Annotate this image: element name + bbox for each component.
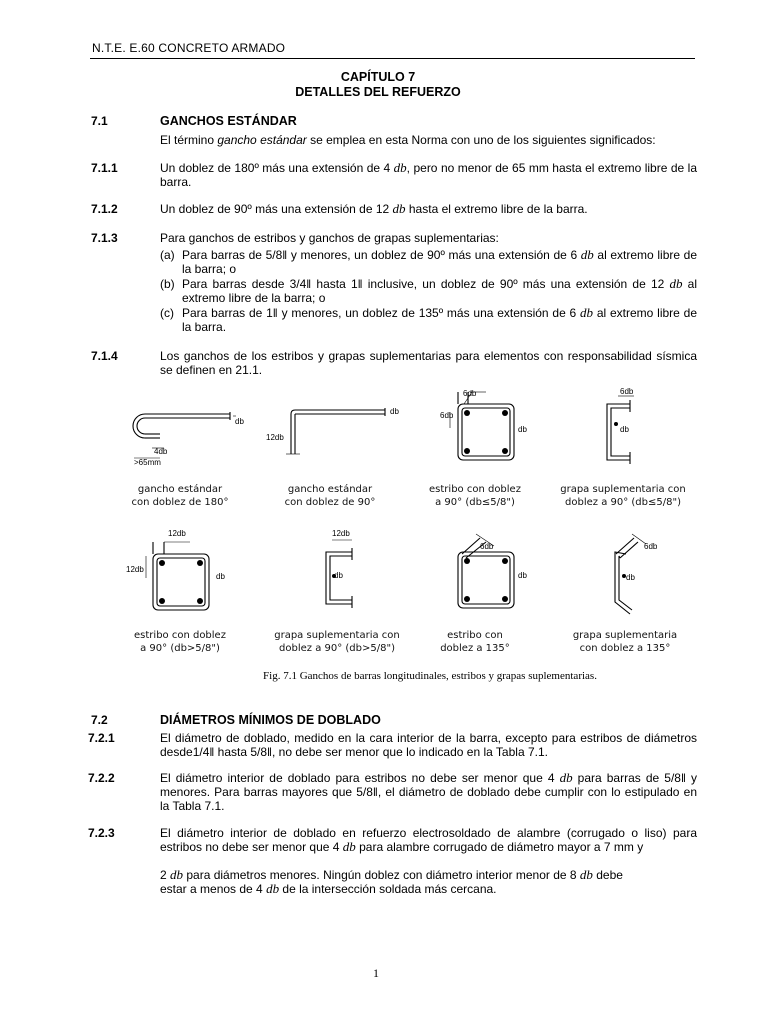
clause-number: 7.2.2: [88, 771, 115, 785]
drawing-caption: grapa suplementaria con doblez a 135°: [572, 630, 678, 654]
page-number: 1: [373, 966, 379, 980]
dim-label: 4db: [154, 447, 168, 456]
section-title: DIÁMETROS MÍNIMOS DE DOBLADO: [160, 713, 381, 727]
dim-label: 6db: [440, 411, 454, 420]
drawing-caption: grapa suplementaria con doblez a 90° (db≤5/8"): [560, 484, 686, 508]
clause-number: 7.1.1: [91, 161, 118, 175]
running-header: N.T.E. E.60 CONCRETO ARMADO: [92, 41, 286, 55]
section-number: 7.1: [91, 114, 108, 128]
clause-text: El diámetro de doblado, medido en la cara interior de la barra, excepto para estribos de diámetros desde1/4‖ hasta 5/8‖, no debe ser menor que lo indicado en la Tabla 7.1.: [160, 731, 697, 759]
clause-number: 7.2.3: [88, 826, 115, 840]
dim-label: 6db: [620, 387, 634, 396]
dim-label: db: [216, 572, 225, 581]
dim-label: 12db: [168, 529, 186, 538]
chapter-number: CAPÍTULO 7: [340, 70, 416, 84]
section-number: 7.2: [91, 713, 108, 727]
drawing-caption: gancho estándar con doblez de 90°: [284, 484, 376, 508]
drawing-caption: estribo con doblez a 90° (db>5/8"): [134, 630, 226, 654]
drawing-caption: estribo con doblez a 90° (db≤5/8"): [429, 484, 521, 508]
dim-label: db: [390, 407, 399, 416]
clause-number: 7.1.4: [91, 349, 118, 363]
hook-90-drawing: [286, 408, 385, 454]
clause-text: El diámetro interior de doblado para estribos no debe ser menor que 4 db para barras de 5/8‖ y menores. Para barras mayores que 5/8‖, el diámetro de doblado debe cumplir con lo estipulado en la Tabla 7.1.: [160, 770, 697, 813]
drawing-caption: gancho estándar con doblez de 180°: [131, 484, 229, 508]
clause-number: 7.1.3: [91, 231, 118, 245]
clause-text: Un doblez de 90º más una extensión de 12 db hasta el extremo libre de la barra.: [160, 201, 588, 216]
dim-label: 6db: [463, 389, 477, 398]
dim-label: db: [518, 571, 527, 580]
hook-180-drawing: [133, 412, 236, 458]
section-intro: El término gancho estándar se emplea en esta Norma con uno de los siguientes significados:: [160, 133, 656, 147]
dim-label: db: [626, 573, 635, 582]
list-item: (b) Para barras desde 3/4‖ hasta 1‖ inclusive, un doblez de 90º más una extensión de 12 db al extremo libre de la barra; o: [160, 276, 697, 305]
dim-label: 12db: [266, 433, 284, 442]
list-item: (a) Para barras de 5/8‖ y menores, un doblez de 90º más una extensión de 6 db al extremo libre de la barra; o: [160, 247, 698, 276]
clause-text-cont: 2 db para diámetros menores. Ningún doblez con diámetro interior menor de 8 db debe: [160, 867, 623, 882]
dim-label: >65mm: [134, 458, 161, 467]
figure-caption: Fig. 7.1 Ganchos de barras longitudinales, estribos y grapas suplementarias.: [263, 670, 597, 682]
chapter-title: DETALLES DEL REFUERZO: [295, 85, 461, 99]
dim-label: db: [334, 571, 343, 580]
dim-label: db: [620, 425, 629, 434]
clause-text: El diámetro interior de doblado en refuerzo electrosoldado de alambre (corrugado o liso) para estribos no debe ser menor que 4 db para alambre corrugado de diámetro mayor a 7 mm y: [160, 826, 697, 854]
dim-label: 12db: [332, 529, 350, 538]
section-title: GANCHOS ESTÁNDAR: [160, 114, 297, 128]
dim-label: 6db: [480, 542, 494, 551]
drawing-caption: grapa suplementaria con doblez a 90° (db>5/8"): [274, 630, 400, 654]
list-item: (c) Para barras de 1‖ y menores, un doblez de 135º más una extensión de 6 db al extremo libre de la barra.: [160, 305, 697, 334]
hooks-figure: [90, 382, 700, 667]
dim-label: 12db: [126, 565, 144, 574]
clause-text: Para ganchos de estribos y ganchos de grapas suplementarias:: [160, 231, 499, 245]
drawing-caption: estribo con doblez a 135°: [440, 630, 510, 654]
clause-number: 7.1.2: [91, 202, 118, 216]
clause-text: Un doblez de 180º más una extensión de 4 db, pero no menor de 65 mm hasta el extremo libre de la barra.: [160, 160, 697, 189]
clause-text-cont: estar a menos de 4 db de la intersección soldada más cercana.: [160, 881, 497, 896]
dim-label: 6db: [644, 542, 658, 551]
clause-text: Los ganchos de los estribos y grapas suplementarias para elementos con responsabilidad sísmica se definen en 21.1.: [160, 349, 697, 377]
dim-label: db: [235, 417, 244, 426]
clause-number: 7.2.1: [88, 731, 115, 745]
dim-label: db: [518, 425, 527, 434]
header-rule: [90, 58, 695, 59]
